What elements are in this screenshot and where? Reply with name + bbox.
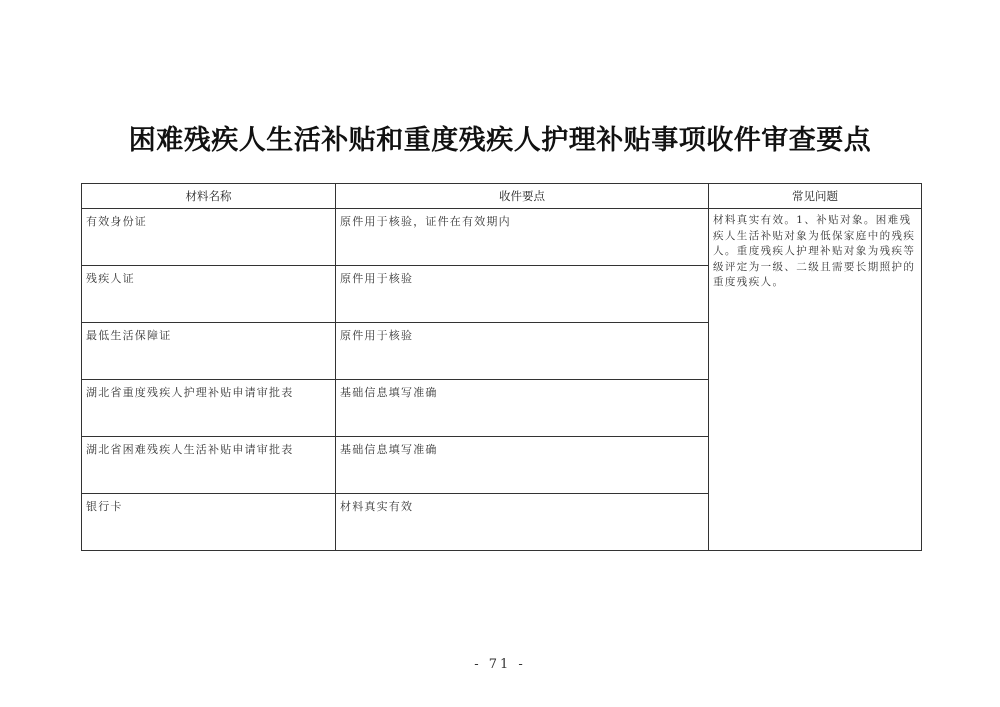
header-common-issues: 常见问题 xyxy=(709,184,922,209)
table-row xyxy=(82,209,922,266)
collection-point-cell: 基础信息填写准确 xyxy=(336,437,709,494)
header-material-name: 材料名称 xyxy=(82,184,336,209)
page-title: 困难残疾人生活补贴和重度残疾人护理补贴事项收件审查要点 xyxy=(128,125,872,156)
material-name-cell: 银行卡 xyxy=(82,494,336,551)
collection-point-cell: 原件用于核验 xyxy=(336,323,709,380)
header-collection-points: 收件要点 xyxy=(336,184,709,209)
material-name-cell: 残疾人证 xyxy=(82,266,336,323)
collection-point-cell: 材料真实有效 xyxy=(336,494,709,551)
review-table xyxy=(81,183,922,551)
material-name-cell: 湖北省重度残疾人护理补贴申请审批表 xyxy=(82,380,336,437)
material-name-cell: 最低生活保障证 xyxy=(82,323,336,380)
material-name-cell: 有效身份证 xyxy=(82,209,336,266)
material-name-cell: 湖北省困难残疾人生活补贴申请审批表 xyxy=(82,437,336,494)
page-number: - 71 - xyxy=(474,657,526,672)
collection-point-cell: 原件用于核验，证件在有效期内 xyxy=(336,209,709,266)
common-issues-cell: 材料真实有效。1、补贴对象。困难残疾人生活补贴对象为低保家庭中的残疾人。重度残疾人护理补贴对象为残疾等级评定为一级、二级且需要长期照护的重度残疾人。 xyxy=(709,209,922,551)
table-header-row xyxy=(82,184,922,209)
collection-point-cell: 基础信息填写准确 xyxy=(336,380,709,437)
collection-point-cell: 原件用于核验 xyxy=(336,266,709,323)
